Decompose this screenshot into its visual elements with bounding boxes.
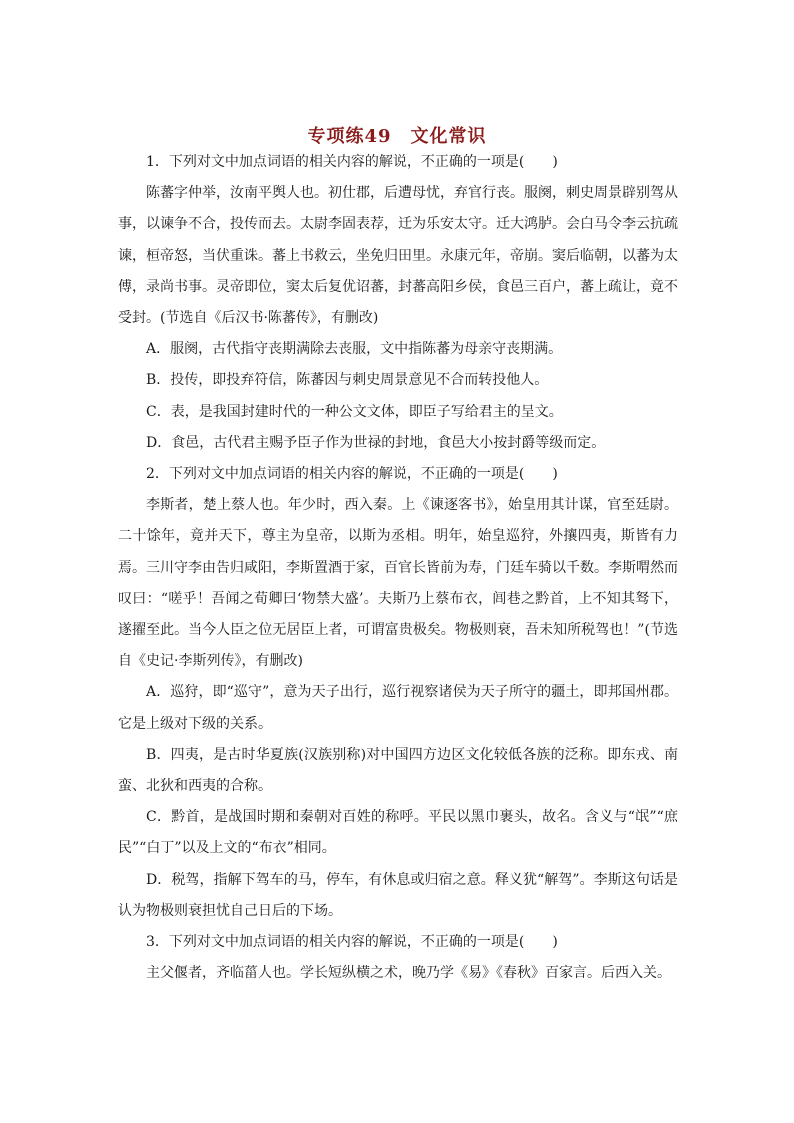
question-1-stem: 1．下列对文中加点词语的相关内容的解说，不正确的一项是( ) (146, 154, 558, 170)
question-3-stem: 3．下列对文中加点词语的相关内容的解说，不正确的一项是( ) (146, 934, 558, 951)
question-3-passage: 主父偃者，齐临菑人也。学长短纵横之术，晚乃学《易》《春秋》百家言。后西入关。 (146, 965, 671, 982)
question-1-option-b: B．投传，即投弃符信，陈蕃因与刺史周景意见不合而转投他人。 (146, 372, 549, 389)
question-2-option-a: A．巡狩，即“巡守”，意为天子出行，巡行视察诸侯为天子所守的疆土，即邦国州郡。它是上级对下级的关系。 (118, 684, 678, 732)
question-2-option-b: B．四夷，是古时华夏族(汉族别称)对中国四方边区文化较低各族的泛称。即东戎、南蛮、北狄和西夷的合称。 (118, 746, 678, 795)
question-1-option-c: C．表，是我国封建时代的一种公文文体，即臣子写给君主的呈文。 (146, 403, 563, 420)
question-2-stem: 2．下列对文中加点词语的相关内容的解说，不正确的一项是( ) (146, 466, 558, 483)
page-title: 专项练49 文化常识 (307, 126, 487, 147)
question-2-passage: 李斯者，楚上蔡人也。年少时，西入秦。上《谏逐客书》，始皇用其计谋，官至廷尉。二十馀年，竟并天下，尊主为皇帝，以斯为丞相。明年，始皇巡狩，外攘四夷，斯皆有力焉。三川守李由告归咸阳，李斯置酒于家，百官长皆前为寿，门廷车骑以千数。李斯喟然而叹曰：“嗟乎！吾闻之荀卿曰‘物禁大盛’。夫斯乃上蔡布衣，闾巷之黔首，上不知其驽下，遂擢至此。当今人臣之位无居臣上者，可谓富贵极矣。物极则衰，吾未知所税驾也！”(节选自《史记·李斯列传》，有删改) (118, 497, 678, 670)
question-2-option-c: C．黔首，是战国时期和秦朝对百姓的称呼。平民以黑巾裹头，故名。含义与“氓”“庶民”“白丁”以及上文的“布衣”相同。 (118, 809, 678, 857)
question-2-option-d: D．税驾，指解下驾车的马，停车，有休息或归宿之意。释义犹“解驾”。李斯这句话是认为物极则衰担忧自己日后的下场。 (118, 871, 678, 919)
question-1-passage: 陈蕃字仲举，汝南平舆人也。初仕郡，后遭母忧，弃官行丧。服阕，刺史周景辟别驾从事，以谏争不合，投传而去。太尉李固表荐，迁为乐安太守。迁大鸿胪。会白马令李云抗疏谏，桓帝怒，当伏重诛。蕃上书救云，坐免归田里。永康元年，帝崩。窦后临朝，以蕃为太傅，录尚书事。灵帝即位，窦太后复优诏蕃，封蕃高阳乡侯，食邑三百户，蕃上疏让，竟不受封。(节选自《后汉书·陈蕃传》，有删改) (118, 185, 678, 327)
question-1-option-d: D．食邑，古代君主赐予臣子作为世禄的封地，食邑大小按封爵等级而定。 (146, 434, 606, 451)
question-1-option-a: A．服阕，古代指守丧期满除去丧服，文中指陈蕃为母亲守丧期满。 (146, 341, 563, 358)
document-body (118, 147, 678, 989)
